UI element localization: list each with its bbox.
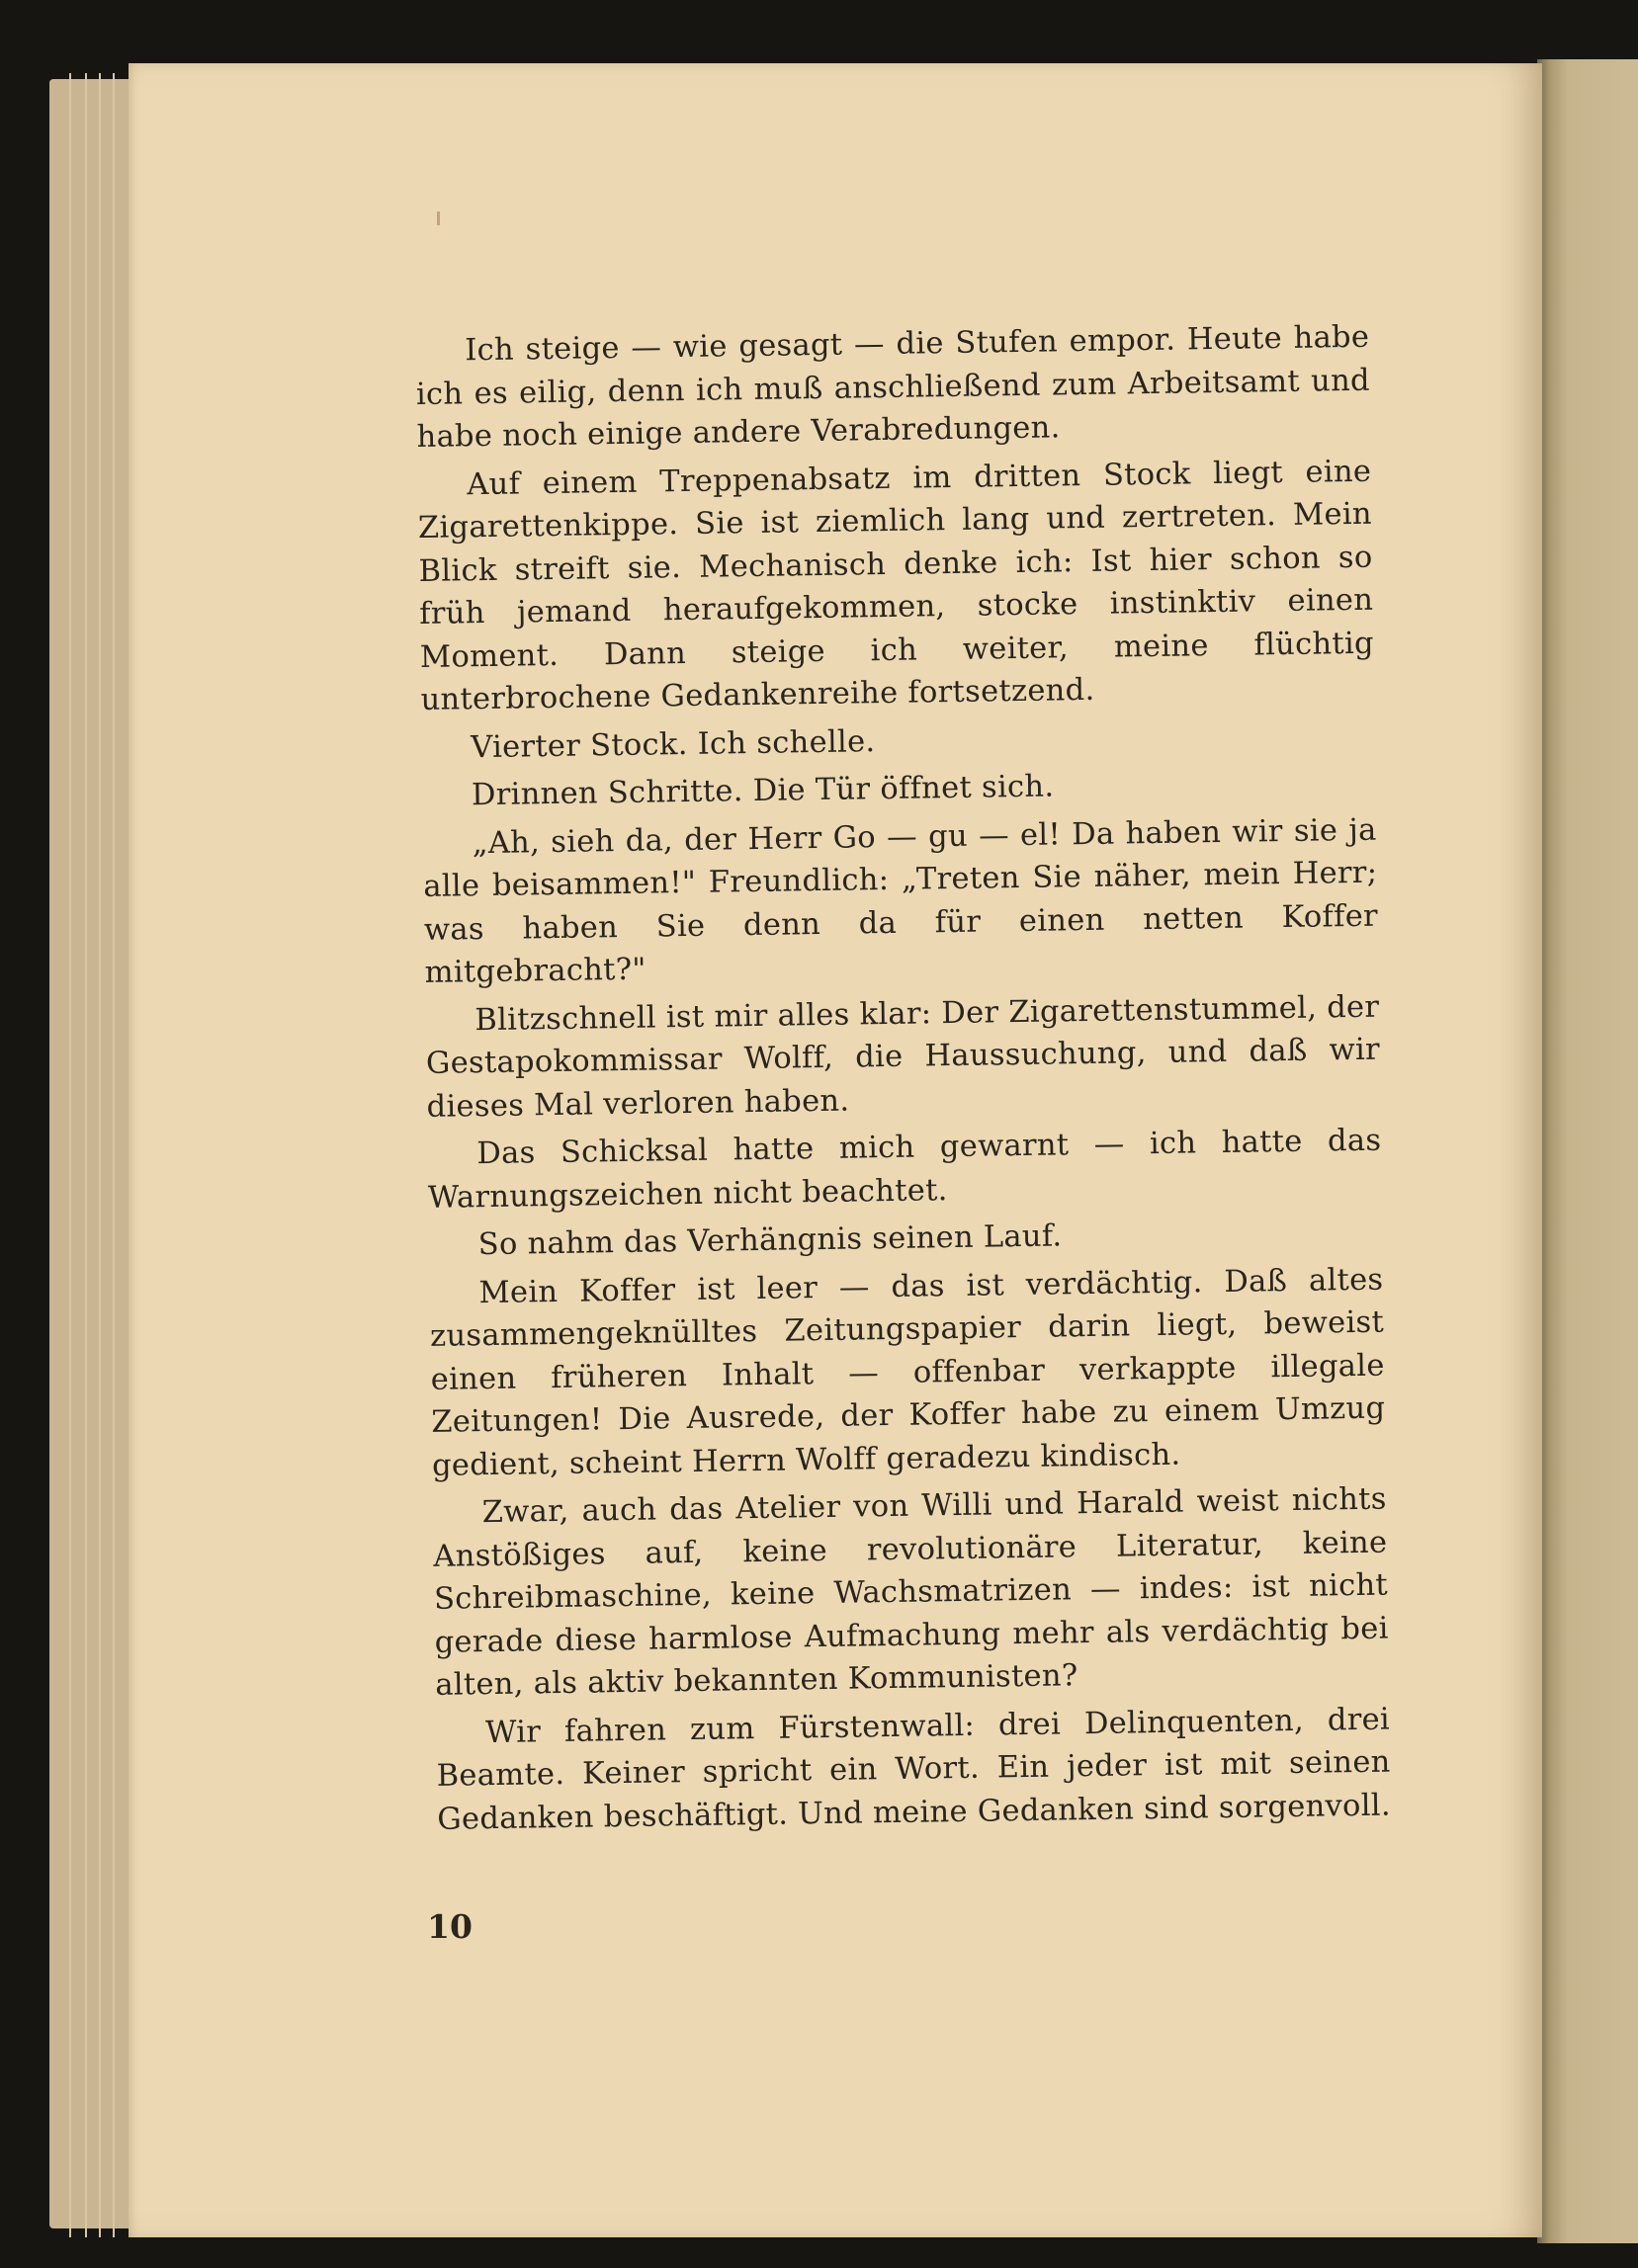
paragraph: So nahm das Verhängnis seinen Lauf. bbox=[477, 1218, 1063, 1263]
paragraph: „Ah, sieh da, der Herr Go — gu — el! Da haben wir sie ja alle beisammen!" Freundlich: „Treten Sie näher, mein Herr; was haben Sie denn da für einen netten Koffer mitgebracht?" bbox=[423, 812, 1379, 990]
paragraph: Das Schicksal hatte mich gewarnt — ich hatte das Warnungszeichen nicht beachtet. bbox=[427, 1123, 1382, 1216]
page-edge bbox=[113, 73, 119, 2237]
paragraph: Drinnen Schritte. Die Tür öffnet sich. bbox=[471, 769, 1055, 813]
page-number: 10 bbox=[427, 1907, 473, 1946]
paragraph: Zwar, auch das Atelier von Willi und Harald weist nichts Anstößiges auf, keine revolutionäre Literatur, keine Schreibmaschine, keine Wachsmatrizen — indes: ist nicht gerade diese harmlose Aufmachung mehr als verdächtig bei alten, als aktiv bekannten Kommunisten? bbox=[433, 1481, 1389, 1703]
paragraph: Wir fahren zum Fürstenwall: drei Delinquenten, drei Beamte. Keiner spricht ein Wort. Ein jeder ist mit seinen Gedanken beschäftigt. Und meine Gedanken sind sorgenvoll. bbox=[436, 1702, 1392, 1837]
paragraph: Mein Koffer ist leer — das ist verdächtig. Daß altes zusammengeknülltes Zeitungspapier darin liegt, beweist einen früheren Inhalt — offenbar verkappte illegale Zeitungen! Die Ausrede, der Koffer habe zu einem Umzug gedient, scheint Herrn Wolff geradezu kindisch. bbox=[429, 1262, 1386, 1483]
page-speck bbox=[437, 211, 440, 225]
paragraph: Ich steige — wie gesagt — die Stufen empor. Heute habe ich es eilig, denn ich muß anschließend zum Arbeitsamt und habe noch einige andere Verabredungen. bbox=[415, 319, 1371, 455]
paragraph: Vierter Stock. Ich schelle. bbox=[471, 723, 876, 765]
paragraph: Blitzschnell ist mir alles klar: Der Zigarettenstummel, der Gestapokommissar Wolff, die Haussuchung, und daß wir dieses Mal verloren haben. bbox=[425, 989, 1381, 1125]
facing-page-edge bbox=[1537, 59, 1638, 2243]
page-edge bbox=[69, 73, 75, 2237]
page-edge bbox=[99, 73, 105, 2237]
page-text bbox=[415, 316, 1392, 1846]
page-edge bbox=[85, 73, 91, 2237]
paragraph: Auf einem Treppenabsatz im dritten Stock liegt eine Zigarettenkippe. Sie ist ziemlich lang und zertreten. Mein Blick streift sie. Mechanisch denke ich: Ist hier schon so früh jemand heraufgekommen, stocke instinktiv einen Moment. Dann steige ich weiter, meine flüchtig unterbrochene Gedankenreihe fortsetzend. bbox=[417, 454, 1375, 717]
